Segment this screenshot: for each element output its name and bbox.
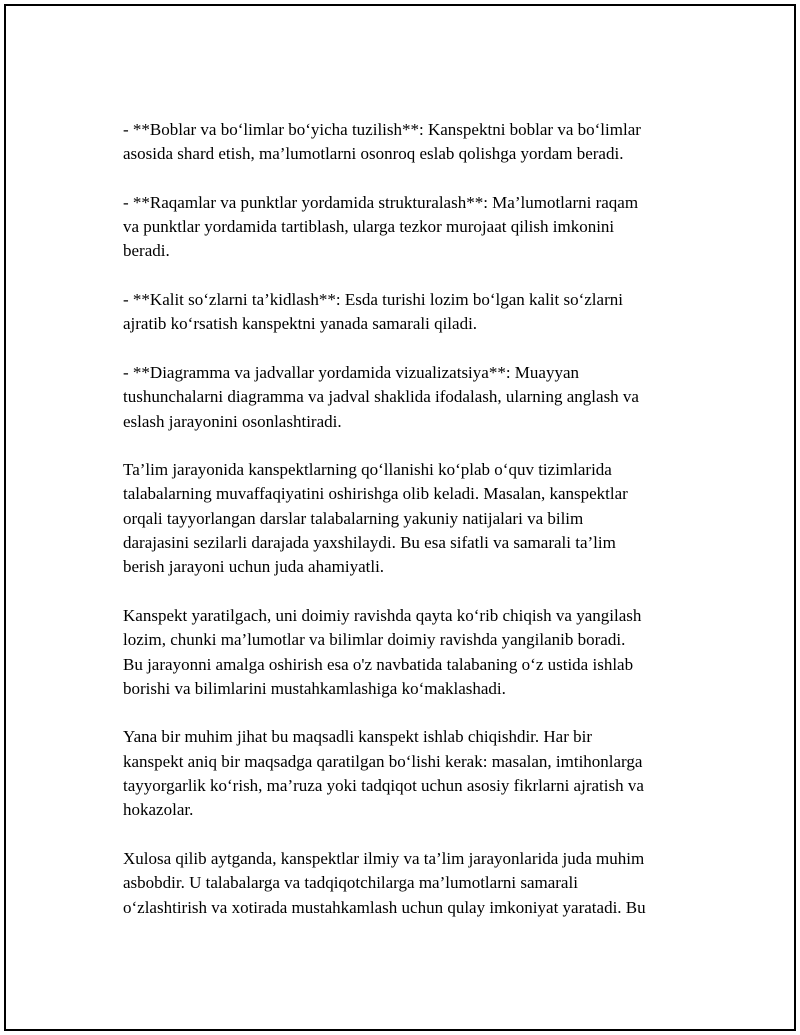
text-line: ajratib ko‘rsatish kanspektni yanada samarali qiladi.: [123, 314, 478, 334]
text-line: hokazolar.: [123, 800, 194, 820]
text-line: eslash jarayonini osonlashtiradi.: [123, 411, 342, 431]
text-line: asosida shard etish, ma’lumotlarni osonroq eslab qolishga yordam beradi.: [123, 144, 624, 164]
text-line: - **Raqamlar va punktlar yordamida strukturalash**: Ma’lumotlarni raqam: [123, 192, 639, 212]
list-item-structure: [123, 118, 713, 167]
text-line: - **Kalit so‘zlarni ta’kidlash**: Esda turishi lozim bo‘lgan kalit so‘zlarni: [123, 290, 623, 310]
text-line: - **Diagramma va jadvallar yordamida vizualizatsiya**: Muayyan: [123, 362, 580, 382]
page-frame: [4, 4, 796, 1031]
text-line: - **Boblar va bo‘limlar bo‘yicha tuzilish**: Kanspektni boblar va bo‘limlar: [123, 120, 641, 139]
document-body: [123, 118, 713, 944]
text-line: Yana bir muhim jihat bu maqsadli kanspekt ishlab chiqishdir. Har bir: [123, 727, 593, 747]
list-item-visualization: [123, 361, 713, 434]
text-line: darajasini sezilarli darajada yaxshilaydi. Bu esa sifatli va samarali ta’lim: [123, 533, 616, 553]
text-line: tushunchalarni diagramma va jadval shaklida ifodalash, ularning anglash va: [123, 387, 639, 407]
text-line: beradi.: [123, 241, 170, 261]
text-line: o‘zlashtirish va xotirada mustahkamlash uchun qulay imkoniyat yaratadi. Bu: [123, 897, 646, 917]
text-line: borishi va bilimlarini mustahkamlashiga ko‘maklashadi.: [123, 678, 506, 698]
text-line: Xulosa qilib aytganda, kanspektlar ilmiy va ta’lim jarayonlarida juda muhim: [123, 848, 645, 868]
text-line: kanspekt aniq bir maqsadga qaratilgan bo‘lishi kerak: masalan, imtihonlarga: [123, 751, 643, 771]
text-line: lozim, chunki ma’lumotlar va bilimlar doimiy ravishda yangilanib boradi.: [123, 630, 626, 650]
paragraph-purposeful-notes: [123, 725, 713, 822]
text-line: va punktlar yordamida tartiblash, ularga tezkor murojaat qilish imkonini: [123, 217, 615, 237]
text-line: berish jarayoni uchun juda ahamiyatli.: [123, 557, 385, 577]
list-item-numbering: [123, 191, 713, 264]
text-line: Bu jarayonni amalga oshirish esa o'z navbatida talabaning o‘z ustida ishlab: [123, 654, 634, 674]
text-line: Kanspekt yaratilgach, uni doimiy ravishda qayta ko‘rib chiqish va yangilash: [123, 605, 642, 625]
text-line: talabalarning muvaffaqiyatini oshirishga olib keladi. Masalan, kanspektlar: [123, 484, 628, 504]
list-item-keywords: [123, 288, 713, 337]
text-line: Ta’lim jarayonida kanspektlarning qo‘llanishi ko‘plab o‘quv tizimlarida: [123, 460, 612, 480]
paragraph-revision: [123, 604, 713, 701]
text-line: asbobdir. U talabalarga va tadqiqotchilarga ma’lumotlarni samarali: [123, 873, 578, 893]
text-line: orqali tayyorlangan darslar talabalarning yakuniy natijalari va bilim: [123, 508, 584, 528]
paragraph-conclusion: [123, 847, 713, 920]
paragraph-education-process: [123, 458, 713, 579]
text-line: tayyorgarlik ko‘rish, ma’ruza yoki tadqiqot uchun asosiy fikrlarni ajratish va: [123, 776, 644, 796]
